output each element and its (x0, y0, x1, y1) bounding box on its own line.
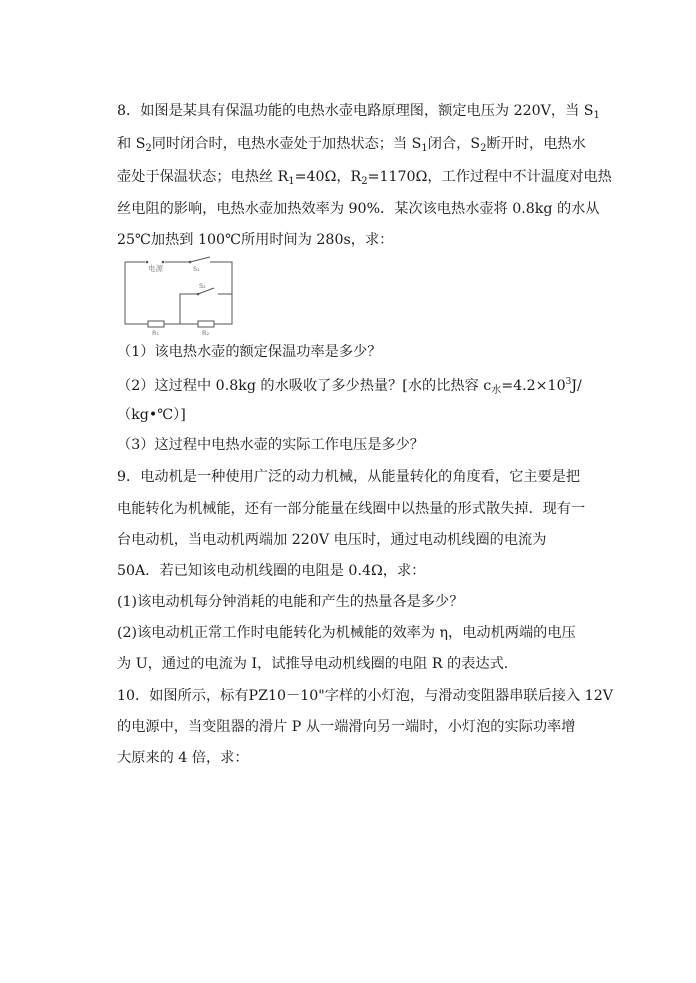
wire-right-upper (210, 262, 232, 294)
q9-line-4: 50A．若已知该电动机线圈的电阻是 0.4Ω，求： (117, 563, 426, 579)
wire-right-lower (214, 294, 232, 324)
q10-line-1: 10．如图所示，标有PZ10－10"字样的小灯泡，与滑动变阻器串联后接入 12V (117, 688, 613, 704)
q9-line-2: 电能转化为机械能，还有一部分能量在线圈中以热量的形式散失掉．现有一 (117, 501, 586, 517)
q9-line-1: 9．电动机是一种使用广泛的动力机械，从能量转化的角度看，它主要是把 (117, 469, 581, 485)
source-terminal-right (162, 261, 165, 264)
q9-sub-1: (1)该电动机每分钟消耗的电能和产生的热量各是多少？ (117, 594, 464, 610)
wire-left (125, 262, 148, 324)
s2-label: S₂ (199, 282, 206, 290)
q9-sub-2-line-1: (2)该电动机正常工作时电能转化为机械能的效率为 η，电动机两端的电压 (117, 625, 576, 641)
q8-line-3: 壶处于保温状态；电热丝 $R_1=40\Omega$，$R_2=1170\Omega$，工作过程中不计温度对电热 (117, 169, 612, 187)
q9-line-3: 台电动机，当电动机两端加 220V 电压时，通过电动机线圈的电流为 (117, 532, 547, 548)
resistor-r2 (198, 321, 214, 327)
circuit-diagram (120, 254, 240, 338)
s1-pivot (189, 261, 192, 264)
q8-line-2: 和 $S_2$同时闭合时，电热水壶处于加热状态；当 $S_1$闭合，$S_2$断开时，电热水 (117, 136, 586, 154)
s1-blade (190, 257, 210, 262)
resistor-r1 (148, 321, 164, 327)
q8-line-1: 8．如图是某具有保温功能的电热水壶电路原理图，额定电压为 220V，当 $S_1$ (117, 103, 600, 121)
q8-sub-3: （3）这过程中电热水壶的实际工作电压是多少？ (117, 437, 424, 453)
q8-sub-1: （1）该电热水壶的额定保温功率是多少？ (117, 344, 382, 360)
q8-sub-2: （2）这过程中 0.8kg 的水吸收了多少热量？[水的比热容 $c_水=4.2\times 10^3J/$ (117, 377, 582, 396)
s1-label: S₁ (193, 265, 200, 273)
q8-line-5: 25℃加热到 100℃所用时间为 280s，求： (117, 232, 394, 248)
q8-sub-2-cont: （kg•℃）] (117, 407, 186, 423)
r2-label: R₂ (202, 329, 210, 337)
wire-s2-left (180, 294, 198, 324)
q8-line-4: 丝电阻的影响，电热水壶加热效率为 90%．某次该电热水壶将 0.8kg 的水从 (117, 201, 600, 217)
s2-pivot (197, 293, 200, 296)
source-terminal-left (146, 261, 149, 264)
source-label: 电源 (148, 264, 163, 273)
r1-label: R₁ (152, 329, 160, 337)
q10-line-3: 大原来的 4 倍，求： (117, 750, 249, 766)
q9-sub-2-line-2: 为 U，通过的电流为 I，试推导电动机线圈的电阻 R 的表达式． (117, 656, 518, 672)
q10-line-2: 的电源中，当变阻器的滑片 P 从一端滑向另一端时，小灯泡的实际功率增 (117, 719, 576, 735)
